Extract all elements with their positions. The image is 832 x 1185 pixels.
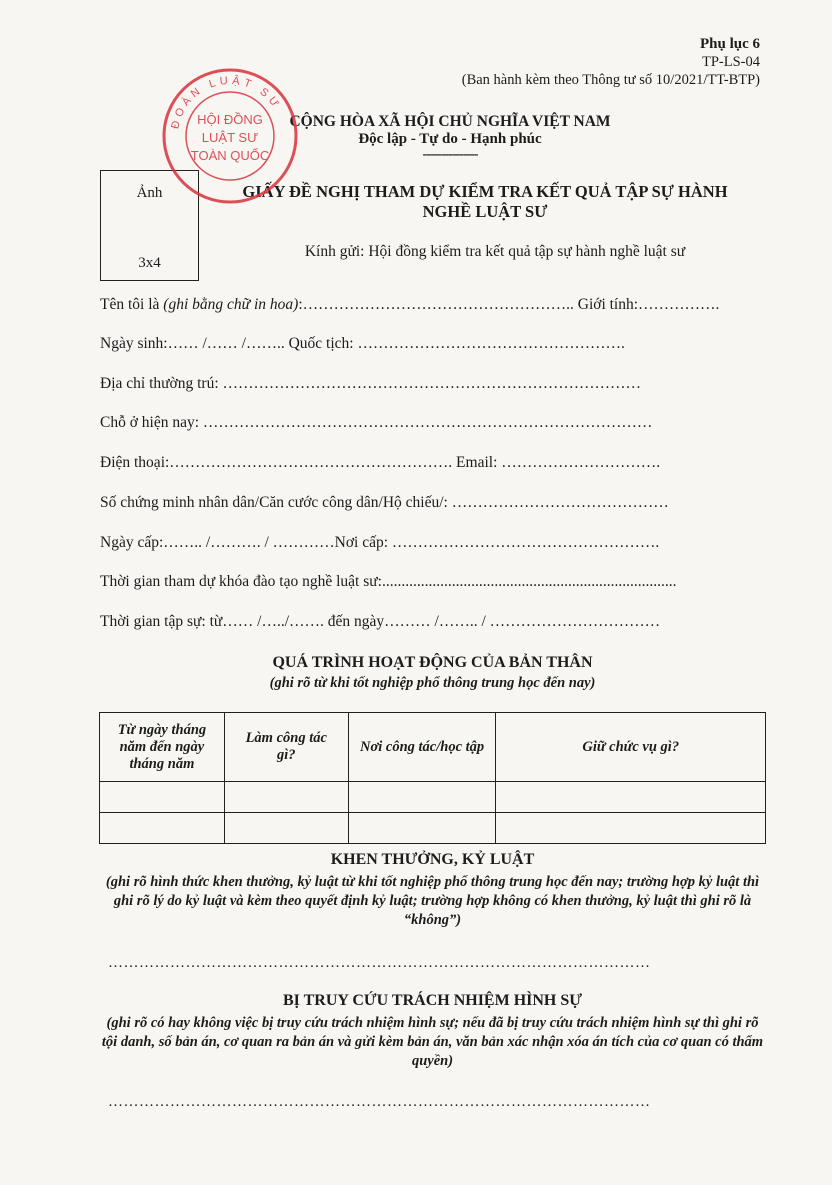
field-issue-date-place[interactable]: Ngày cấp:…….. /………. / …………Nơi cấp: …………………………………………….	[100, 534, 660, 551]
stamp-line1: HỘI ĐỒNG	[197, 112, 263, 127]
form-title-line1: GIẤY ĐỀ NGHỊ THAM DỰ KIỂM TRA KẾT QUẢ TẬP SỰ HÀNH	[242, 182, 728, 201]
history-note: (ghi rõ từ khi tốt nghiệp phổ thông trung học đến nay)	[269, 675, 596, 691]
name-rest: :…………………………………………….. Giới tính:…………….	[298, 296, 720, 313]
field-dob-nationality[interactable]: Ngày sinh:…… /…… /…….. Quốc tịch: …………………………………………….	[100, 335, 625, 352]
name-label: Tên tôi là	[100, 296, 164, 313]
field-full-name[interactable]	[100, 296, 760, 314]
history-table	[99, 712, 766, 844]
table-cell[interactable]	[100, 782, 225, 813]
rewards-note: (ghi rõ hình thức khen thưởng, kỷ luật từ khi tốt nghiệp phổ thông trung học đến nay; trường hợp kỷ luật thì ghi rõ lý do kỷ luật và kèm theo quyết định kỷ luật; trường hợp không có khen thưởng, kỷ luật thì ghi rõ là “không”)	[105, 874, 760, 928]
form-code: TP-LS-04	[702, 54, 760, 70]
motto: Độc lập - Tự do - Hạnh phúc	[358, 131, 542, 147]
table-row[interactable]	[100, 813, 766, 844]
field-permanent-address[interactable]: Địa chỉ thường trú: ………………………………………………………………………	[100, 375, 641, 392]
col-workplace: Nơi công tác/học tập	[348, 713, 496, 782]
table-cell[interactable]	[348, 813, 496, 844]
appendix-label: Phụ lục 6	[699, 36, 760, 52]
table-row[interactable]	[100, 782, 766, 813]
header-divider: ---------------	[422, 147, 478, 162]
nation-title: CỘNG HÒA XÃ HỘI CHỦ NGHĨA VIỆT NAM	[289, 113, 611, 130]
table-cell[interactable]	[348, 782, 496, 813]
name-hint: (ghi bằng chữ in hoa)	[163, 296, 299, 313]
criminal-note: (ghi rõ có hay không việc bị truy cứu trách nhiệm hình sự; nếu đã bị truy cứu trách nhiệm hình sự thì ghi rõ tội danh, số bản án, cơ quan ra bản án và gửi kèm bản án, văn bản xác nhận xóa án tích của cơ quan có thẩm quyền)	[101, 1015, 764, 1069]
history-header-row	[100, 713, 766, 782]
field-id-number[interactable]: Số chứng minh nhân dân/Căn cước công dân/Hộ chiếu/: ……………………………………	[100, 494, 669, 511]
rewards-title: KHEN THƯỞNG, KỶ LUẬT	[330, 851, 535, 868]
form-title-line2: NGHỀ LUẬT SƯ	[422, 202, 548, 221]
col-job: Làm công tác gì?	[224, 713, 348, 782]
stamp-ring-text: ĐOÀN LUẬT SƯ	[169, 74, 284, 131]
col-position: Giữ chức vụ gì?	[496, 713, 766, 782]
lawyer-council-stamp	[160, 66, 300, 206]
rewards-answer-line[interactable]: ……………………………………………………………………………………………	[108, 955, 651, 971]
field-probation-time[interactable]: Thời gian tập sự: từ…… /…../……. đến ngày……… /…….. / ……………………………	[100, 613, 661, 630]
col-period: Từ ngày tháng năm đến ngày tháng năm	[100, 713, 225, 782]
issued-by-note: (Ban hành kèm theo Thông tư số 10/2021/TT-BTP)	[461, 72, 760, 88]
stamp-line3: TOÀN QUỐC	[190, 148, 270, 163]
stamp-line2: LUẬT SƯ	[201, 130, 259, 145]
photo-label: Ảnh	[136, 185, 163, 201]
history-title: QUÁ TRÌNH HOẠT ĐỘNG CỦA BẢN THÂN	[272, 654, 593, 671]
criminal-title: BỊ TRUY CỨU TRÁCH NHIỆM HÌNH SỰ	[283, 992, 582, 1009]
recipient-line: Kính gửi: Hội đồng kiểm tra kết quả tập sự hành nghề luật sư	[304, 243, 686, 260]
photo-size: 3x4	[138, 255, 161, 271]
field-phone-email[interactable]: Điện thoại:………………………………………………. Email: ………………………….	[100, 454, 661, 471]
table-cell[interactable]	[496, 813, 766, 844]
criminal-answer-line[interactable]: ……………………………………………………………………………………………	[108, 1094, 651, 1110]
table-cell[interactable]	[224, 813, 348, 844]
table-cell[interactable]	[224, 782, 348, 813]
field-training-time[interactable]: Thời gian tham dự khóa đào tạo nghề luật sư:............................................................................	[100, 573, 677, 590]
field-current-address[interactable]: Chỗ ở hiện nay: ……………………………………………………………………………	[100, 414, 653, 431]
table-cell[interactable]	[496, 782, 766, 813]
table-cell[interactable]	[100, 813, 225, 844]
